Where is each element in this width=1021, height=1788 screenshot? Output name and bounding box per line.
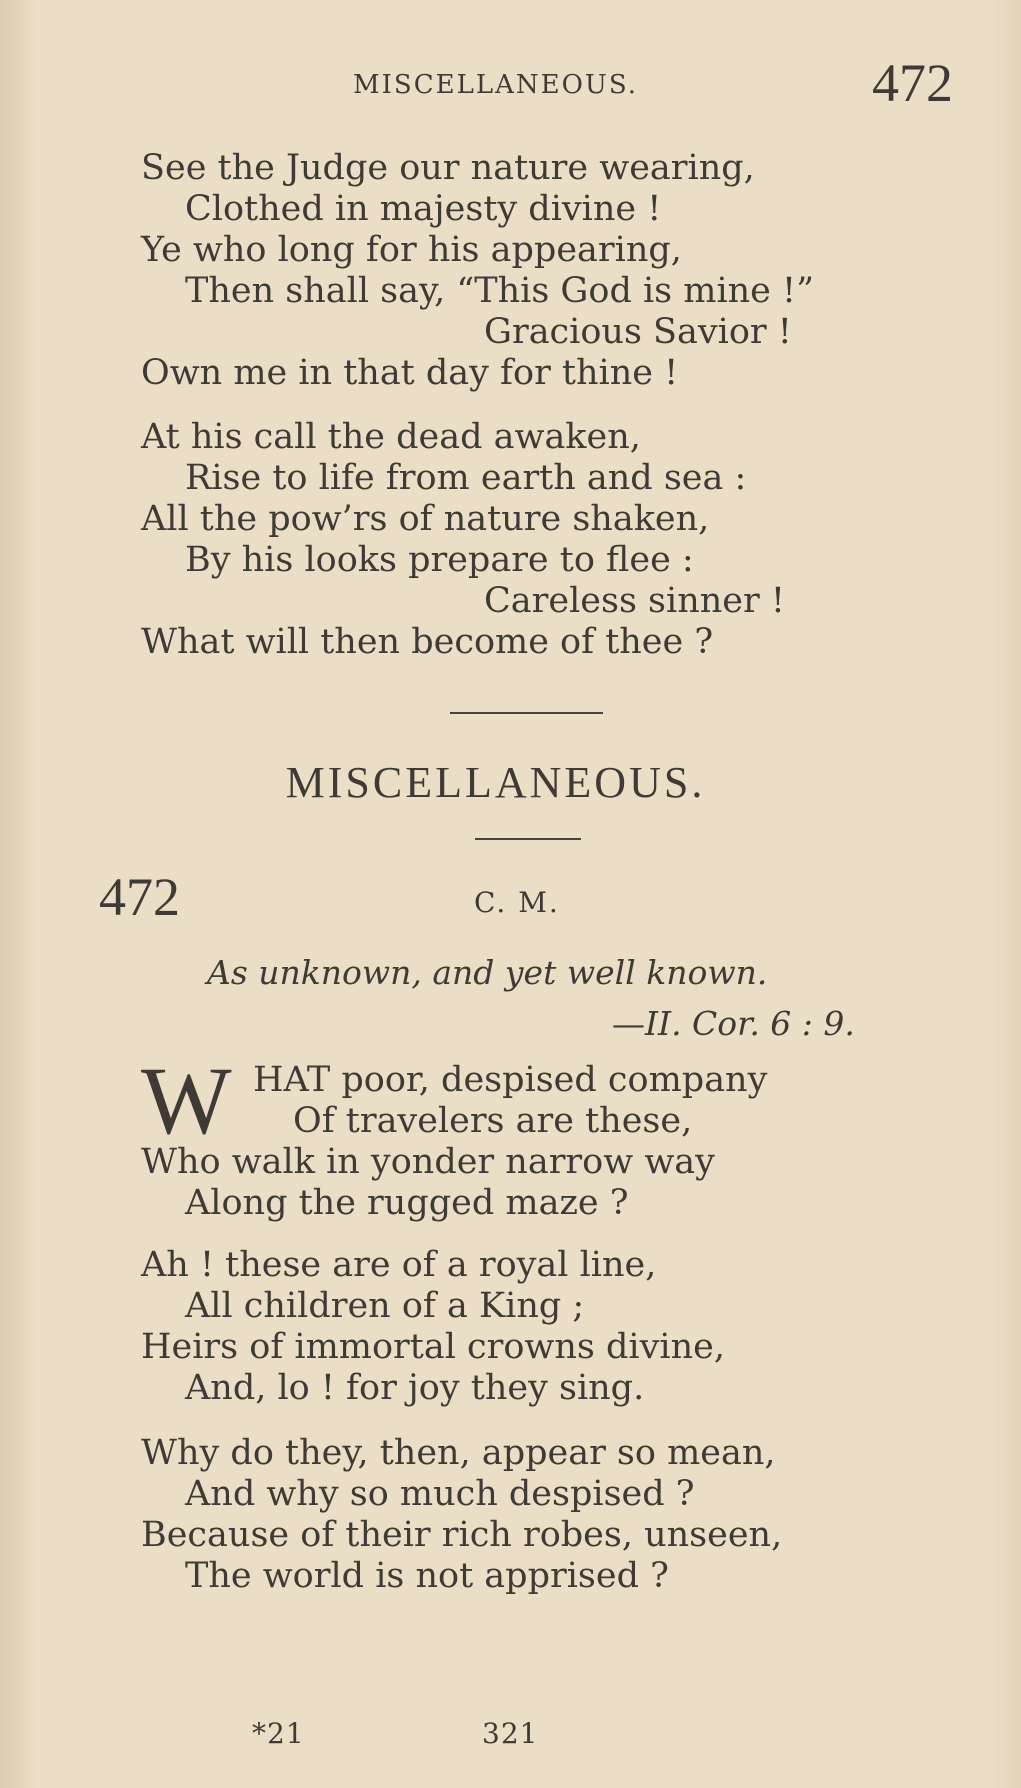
folio-number: 321 bbox=[482, 1717, 539, 1750]
hymn-epigraph: As unknown, and yet well known. bbox=[207, 953, 768, 992]
verse-line: Because of their rich robes, unseen, bbox=[141, 1515, 783, 1555]
hymn-number: 472 bbox=[99, 867, 180, 927]
hymn-meter: C. M. bbox=[474, 886, 560, 919]
verse-line: And why so much despised ? bbox=[185, 1474, 695, 1514]
verse-line: Of travelers are these, bbox=[293, 1101, 693, 1141]
hymn-stanza-2 bbox=[141, 1245, 725, 1409]
verse-line: Rise to life from earth and sea : bbox=[185, 458, 747, 498]
verse-line: Along the rugged maze ? bbox=[185, 1183, 629, 1223]
verse-line: Careless sinner ! bbox=[484, 581, 785, 621]
hymn-stanza-3 bbox=[141, 1433, 782, 1597]
verse-line: Ah ! these are of a royal line, bbox=[141, 1245, 657, 1285]
verse-line: Clothed in majesty divine ! bbox=[185, 189, 662, 229]
hymn-epigraph-reference: —II. Cor. 6 : 9. bbox=[612, 1004, 855, 1043]
verse-line: Ye who long for his appearing, bbox=[141, 230, 682, 270]
running-title: MISCELLANEOUS. bbox=[353, 70, 638, 100]
signature-mark: *21 bbox=[252, 1717, 305, 1750]
verse-line: Why do they, then, appear so mean, bbox=[141, 1433, 776, 1473]
verse-line: At his call the dead awaken, bbox=[141, 417, 641, 457]
page-number: 472 bbox=[872, 53, 953, 113]
section-heading: MISCELLANEOUS. bbox=[285, 758, 706, 807]
verse-line: See the Judge our nature wearing, bbox=[141, 148, 755, 188]
previous-hymn-stanza-1 bbox=[141, 148, 814, 394]
verse-line: All the pow’rs of nature shaken, bbox=[141, 499, 710, 539]
verse-line: Who walk in yonder narrow way bbox=[141, 1142, 715, 1182]
verse-line: Heirs of immortal crowns divine, bbox=[141, 1327, 725, 1367]
hymn-stanza-1 bbox=[141, 1060, 767, 1224]
verse-line: HAT poor, despised company bbox=[253, 1060, 768, 1100]
verse-line: By his looks prepare to flee : bbox=[185, 540, 694, 580]
verse-line: Then shall say, “This God is mine !” bbox=[185, 271, 814, 311]
verse-line: What will then become of thee ? bbox=[141, 622, 714, 662]
verse-line: Own me in that day for thine ! bbox=[141, 353, 679, 393]
verse-line: Gracious Savior ! bbox=[484, 312, 792, 352]
section-rule-bottom bbox=[475, 838, 581, 840]
drop-cap: W bbox=[141, 1047, 232, 1154]
verse-line: And, lo ! for joy they sing. bbox=[185, 1368, 645, 1408]
verse-line: The world is not apprised ? bbox=[185, 1556, 669, 1596]
previous-hymn-stanza-2 bbox=[141, 417, 785, 663]
section-rule-top bbox=[450, 712, 603, 714]
verse-line: All children of a King ; bbox=[185, 1286, 585, 1326]
